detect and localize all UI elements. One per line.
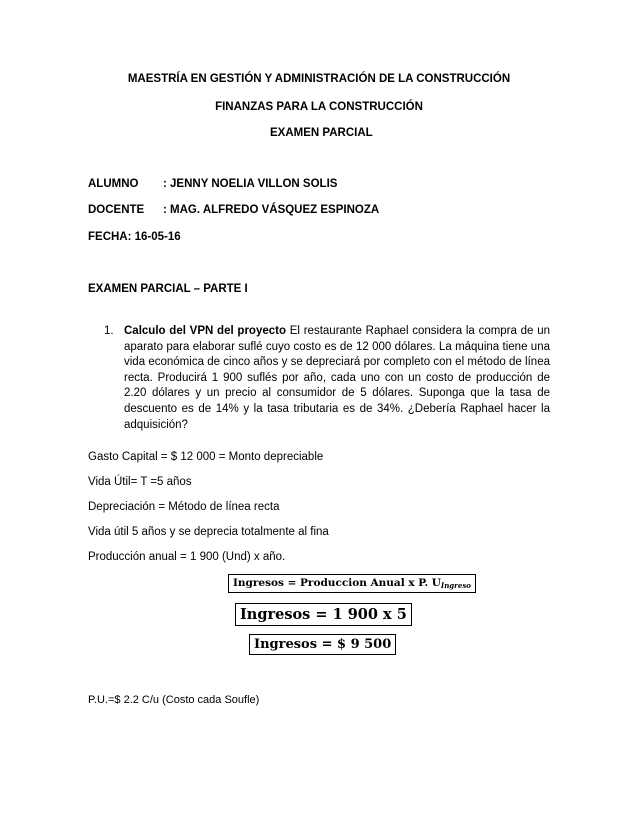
question-number: 1. [104,325,114,337]
formula-ingresos-product: Ingresos = 1 900 x 5 [235,603,412,626]
alumno-label: ALUMNO [88,178,139,190]
formula-ingresos-result: Ingresos = $ 9 500 [249,634,396,655]
header-line-3-text: EXAMEN PARCIAL [270,127,373,139]
section-title: EXAMEN PARCIAL – PARTE I [88,283,248,295]
question-body: El restaurante Raphael considera la compra de un aparato para elaborar suflé cuyo costo es de 12 000 dólares. La máquina tiene una vida económica de cinco años y se depreciará por completo con el método de línea recta. Producirá 1 900 suflés por año, cada uno con un costo de producción de 2.20 dólares y un precio al consumidor de 5 dólares. Suponga que la tasa de descuento es de 14% y la tasa tributaria es de 34%. ¿Debería Raphael hacer la adquisición? [124,325,551,431]
formula-1-main: Ingresos = Produccion Anual x P. U [233,577,441,589]
header-line-1: MAESTRÍA EN GESTIÓN Y ADMINISTRACIÓN DE LA CONSTRUCCIÓN [127,73,511,85]
question-paragraph [124,324,550,433]
fecha-line: FECHA: 16-05-16 [88,231,181,243]
depreciacion-line: Depreciación = Método de línea recta [88,501,280,513]
docente-label: DOCENTE [88,204,145,216]
pu-line: P.U.=$ 2.2 C/u (Costo cada Soufle) [88,694,260,706]
docente-value: : MAG. ALFREDO VÁSQUEZ ESPINOZA [163,204,380,216]
vida-line: Vida Útil= T =5 años [88,476,192,488]
vida-util-line: Vida útil 5 años y se deprecia totalmente al fina [88,526,329,538]
header-line-2: FINANZAS PARA LA CONSTRUCCIÓN [215,101,423,113]
formula-1-subscript: Ingreso [440,581,471,590]
produccion-line: Producción anual = 1 900 (Und) x año. [88,551,286,563]
gasto-line: Gasto Capital = $ 12 000 = Monto depreciable [88,451,324,463]
formula-ingresos-definition [228,574,476,593]
alumno-value: : JENNY NOELIA VILLON SOLIS [163,178,338,190]
question-title: Calculo del VPN del proyecto [124,325,286,337]
